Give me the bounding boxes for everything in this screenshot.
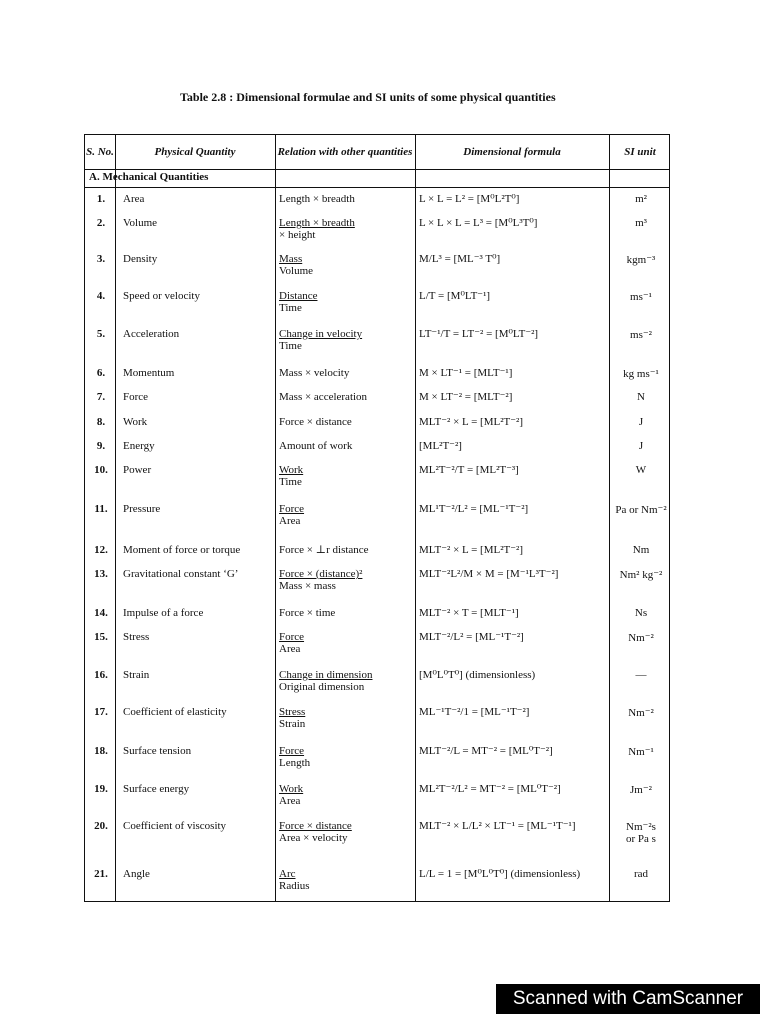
row-dimensional-formula: ML⁻¹T⁻²/1 = [ML⁻¹T⁻²]	[419, 706, 530, 718]
row-relation	[279, 217, 355, 241]
row-relation	[279, 631, 304, 655]
row-sno: 3.	[96, 253, 106, 265]
row-si-unit	[611, 820, 671, 845]
row-sno: 9.	[96, 440, 106, 452]
row-quantity: Coefficient of viscosity	[123, 820, 227, 832]
row-relation: Mass × velocity	[279, 367, 350, 379]
relation-denominator: Area × velocity	[279, 832, 348, 844]
row-relation	[279, 745, 310, 769]
row-si-unit: rad	[633, 868, 649, 880]
row-sno: 1.	[96, 193, 106, 205]
row-relation: Length × breadth	[279, 193, 355, 205]
row-sno: 18.	[94, 745, 108, 757]
row-dimensional-formula: L × L × L = L³ = [M⁰L³T⁰]	[419, 217, 538, 229]
relation-numerator: Work	[279, 464, 304, 476]
header-sno: S. No.	[86, 146, 114, 158]
row-quantity: Angle	[123, 868, 150, 880]
row-si-unit: m²	[635, 193, 647, 205]
section-divider	[85, 187, 669, 188]
row-quantity: Volume	[123, 217, 158, 229]
row-quantity: Force	[123, 391, 149, 403]
row-relation: Force × ⊥r distance	[279, 544, 369, 556]
relation-numerator: Force × distance	[279, 820, 352, 832]
header-relation: Relation with other quantities	[277, 146, 413, 158]
row-quantity: Gravitational constant ‘G’	[123, 568, 239, 580]
row-quantity: Speed or velocity	[123, 290, 200, 302]
relation-numerator: Force	[279, 745, 305, 757]
row-dimensional-formula: ML²T⁻²/L² = MT⁻² = [ML⁰T⁻²]	[419, 783, 561, 795]
row-sno: 17.	[94, 706, 108, 718]
column-divider	[609, 135, 610, 901]
row-quantity: Impulse of a force	[123, 607, 204, 619]
relation-denominator: Time	[279, 476, 302, 488]
row-relation: Mass × acceleration	[279, 391, 368, 403]
row-relation	[279, 503, 304, 527]
row-si-unit: Nm⁻¹	[628, 746, 654, 758]
dimensional-formulae-table	[84, 134, 670, 902]
relation-denominator: Radius	[279, 880, 310, 892]
row-relation: Force × time	[279, 607, 336, 619]
table-title: Table 2.8 : Dimensional formulae and SI units of some physical quantities	[180, 90, 556, 104]
relation-denominator: Area	[279, 515, 301, 527]
row-sno: 4.	[96, 290, 106, 302]
row-relation	[279, 669, 373, 693]
row-sno: 21.	[94, 868, 108, 880]
row-relation	[279, 253, 313, 277]
row-dimensional-formula: L × L = L² = [M⁰L²T⁰]	[419, 193, 520, 205]
row-si-unit: kgm⁻³	[626, 254, 656, 266]
row-sno: 12.	[94, 544, 108, 556]
row-sno: 15.	[94, 631, 108, 643]
relation-denominator: Strain	[279, 718, 306, 730]
row-si-unit: Pa or Nm⁻²	[615, 504, 667, 516]
row-quantity: Area	[123, 193, 145, 205]
row-relation	[279, 868, 310, 892]
row-dimensional-formula: ML²T⁻²/T = [ML²T⁻³]	[419, 464, 519, 476]
column-divider	[415, 135, 416, 901]
row-dimensional-formula: MLT⁻² × T = [MLT⁻¹]	[419, 607, 519, 619]
relation-denominator: Time	[279, 302, 302, 314]
row-sno: 2.	[96, 217, 106, 229]
row-dimensional-formula: ML¹T⁻²/L² = [ML⁻¹T⁻²]	[419, 503, 529, 515]
row-sno: 7.	[96, 391, 106, 403]
row-sno: 14.	[94, 607, 108, 619]
relation-numerator: Length × breadth	[279, 217, 355, 229]
row-si-unit: J	[638, 416, 644, 428]
row-dimensional-formula: M/L³ = [ML⁻³ T⁰]	[419, 253, 501, 265]
row-dimensional-formula: MLT⁻²L²/M × M = [M⁻¹L³T⁻²]	[419, 568, 559, 580]
row-sno: 5.	[96, 328, 106, 340]
row-relation	[279, 290, 317, 314]
row-dimensional-formula: MLT⁻² × L/L² × LT⁻¹ = [ML⁻¹T⁻¹]	[419, 820, 576, 832]
row-si-unit: Ns	[634, 607, 648, 619]
row-relation	[279, 568, 362, 592]
row-quantity: Work	[123, 416, 148, 428]
row-sno: 20.	[94, 820, 108, 832]
row-dimensional-formula: M × LT⁻¹ = [MLT⁻¹]	[419, 367, 513, 379]
column-divider	[275, 135, 276, 901]
row-dimensional-formula: L/T = [M⁰LT⁻¹]	[419, 290, 491, 302]
row-si-unit: —	[635, 669, 647, 681]
relation-numerator: Mass	[279, 253, 303, 265]
row-si-unit: N	[637, 391, 645, 403]
relation-denominator: Length	[279, 757, 311, 769]
row-quantity: Energy	[123, 440, 155, 452]
relation-numerator: Distance	[279, 290, 318, 302]
footer-banner: Scanned with CamScanner	[496, 984, 760, 1014]
relation-numerator: Stress	[279, 706, 306, 718]
unit-line: Nm⁻²s	[626, 821, 656, 833]
row-si-unit: W	[635, 464, 647, 476]
row-relation	[279, 783, 303, 807]
relation-denominator: Original dimension	[279, 681, 365, 693]
row-relation: Amount of work	[279, 440, 353, 452]
row-relation	[279, 464, 303, 488]
relation-numerator: Force × (distance)²	[279, 568, 363, 580]
row-quantity: Acceleration	[123, 328, 180, 340]
row-dimensional-formula: MLT⁻²/L² = [ML⁻¹T⁻²]	[419, 631, 524, 643]
row-dimensional-formula: MLT⁻² × L = [ML²T⁻²]	[419, 544, 523, 556]
row-si-unit: Nm² kg⁻²	[619, 569, 663, 581]
row-sno: 8.	[96, 416, 106, 428]
unit-line-2: or Pa s	[626, 833, 656, 845]
row-quantity: Strain	[123, 669, 150, 681]
relation-numerator: Force	[279, 503, 305, 515]
row-sno: 10.	[94, 464, 108, 476]
row-sno: 19.	[94, 783, 108, 795]
column-divider	[115, 135, 116, 901]
header-quantity: Physical Quantity	[154, 146, 236, 158]
row-sno: 16.	[94, 669, 108, 681]
row-si-unit: kg ms⁻¹	[623, 368, 659, 380]
relation-numerator: Change in velocity	[279, 328, 363, 340]
row-quantity: Stress	[123, 631, 150, 643]
row-relation: Force × distance	[279, 416, 352, 428]
row-sno: 11.	[94, 503, 108, 515]
row-si-unit: J	[638, 440, 644, 452]
row-quantity: Coefficient of elasticity	[123, 706, 227, 718]
row-quantity: Pressure	[123, 503, 161, 515]
row-relation	[279, 328, 362, 352]
row-quantity: Surface energy	[123, 783, 190, 795]
relation-numerator: Work	[279, 783, 304, 795]
row-si-unit: Nm⁻²	[628, 707, 654, 719]
row-si-unit: Nm	[632, 544, 650, 556]
row-quantity: Power	[123, 464, 152, 476]
header-unit: SI unit	[624, 146, 656, 158]
row-quantity: Density	[123, 253, 158, 265]
row-quantity: Momentum	[123, 367, 175, 379]
section-label: A. Mechanical Quantities	[89, 171, 209, 183]
relation-numerator: Force	[279, 631, 305, 643]
row-quantity: Surface tension	[123, 745, 192, 757]
relation-numerator: Arc	[279, 868, 296, 880]
row-quantity: Moment of force or torque	[123, 544, 241, 556]
row-dimensional-formula: L/L = 1 = [M⁰L⁰T⁰] (dimensionless)	[419, 868, 581, 880]
header-divider	[85, 169, 669, 170]
row-sno: 13.	[94, 568, 108, 580]
row-si-unit: ms⁻¹	[630, 291, 652, 303]
row-dimensional-formula: MLT⁻²/L = MT⁻² = [ML⁰T⁻²]	[419, 745, 553, 757]
row-si-unit: ms⁻²	[630, 329, 652, 341]
row-si-unit: m³	[635, 217, 647, 229]
relation-denominator: Area	[279, 795, 301, 807]
row-si-unit: Jm⁻²	[630, 784, 652, 796]
row-si-unit: Nm⁻²	[628, 632, 654, 644]
row-sno: 6.	[96, 367, 106, 379]
relation-denominator: Time	[279, 340, 302, 352]
relation-denominator: Volume	[279, 265, 314, 277]
row-dimensional-formula: MLT⁻² × L = [ML²T⁻²]	[419, 416, 523, 428]
relation-numerator: Change in dimension	[279, 669, 373, 681]
relation-denominator: Mass × mass	[279, 580, 336, 592]
relation-denominator: Area	[279, 643, 301, 655]
row-dimensional-formula: [ML²T⁻²]	[419, 440, 462, 452]
header-dimensional: Dimensional formula	[463, 146, 561, 158]
row-dimensional-formula: [M⁰L⁰T⁰] (dimensionless)	[419, 669, 536, 681]
row-dimensional-formula: LT⁻¹/T = LT⁻² = [M⁰LT⁻²]	[419, 328, 539, 340]
row-dimensional-formula: M × LT⁻² = [MLT⁻²]	[419, 391, 513, 403]
row-relation	[279, 706, 305, 730]
relation-denominator: × height	[279, 229, 316, 241]
row-relation	[279, 820, 352, 844]
